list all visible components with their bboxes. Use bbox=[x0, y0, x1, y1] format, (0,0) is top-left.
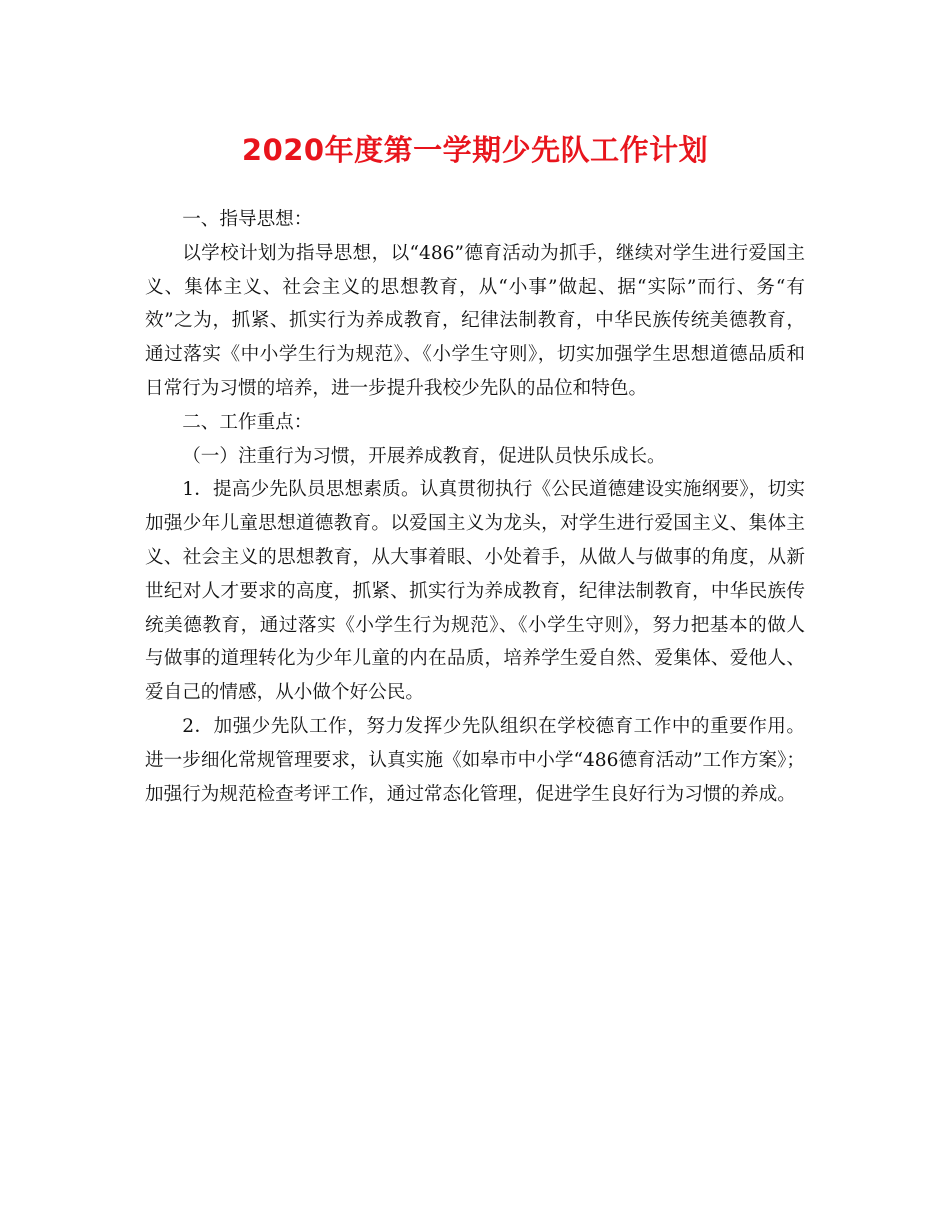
document-title: 2020年度第一学期少先队工作计划 bbox=[241, 133, 709, 167]
paragraph-item-1: 1．提高少先队员思想素质。认真贯彻执行《公民道德建设实施纲要》，切实加强少年儿童思想道德教育。以爱国主义为龙头，对学生进行爱国主义、集体主义、社会主义的思想教育，从大事着眼、小处着手，从做人与做事的角度，从新世纪对人才要求的高度，抓紧、抓实行为养成教育，纪律法制教育，中华民族传统美德教育，通过落实《小学生行为规范》、《小学生守则》，努力把基本的做人与做事的道理转化为少年儿童的内在品质，培养学生爱自然、爱集体、爱他人、爱自己的情感，从小做个好公民。 bbox=[145, 479, 805, 704]
section-heading-guiding-ideology: 一、指导思想： bbox=[182, 209, 313, 230]
paragraph-item-2: 2．加强少先队工作，努力发挥少先队组织在学校德育工作中的重要作用。进一步细化常规管理要求，认真实施《如皋市中小学“486德育活动”工作方案》；加强行为规范检查考评工作，通过常态化管理，促进学生良好行为习惯的养成。 bbox=[145, 715, 805, 805]
section-heading-work-focus: 二、工作重点： bbox=[182, 411, 313, 433]
subsection-heading-habits: （一）注重行为习惯，开展养成教育，促进队员快乐成长。 bbox=[182, 445, 666, 467]
paragraph-guiding-ideology: 以学校计划为指导思想，以“486”德育活动为抓手，继续对学生进行爱国主义、集体主义、社会主义的思想教育，从“小事”做起、据“实际”而行、务“有效”之为，抓紧、抓实行为养成教育，纪律法制教育，中华民族传统美德教育，通过落实《中小学生行为规范》、《小学生守则》，切实加强学生思想道德品质和日常行为习惯的培养，进一步提升我校少先队的品位和特色。 bbox=[145, 242, 805, 399]
document-body bbox=[145, 203, 805, 811]
